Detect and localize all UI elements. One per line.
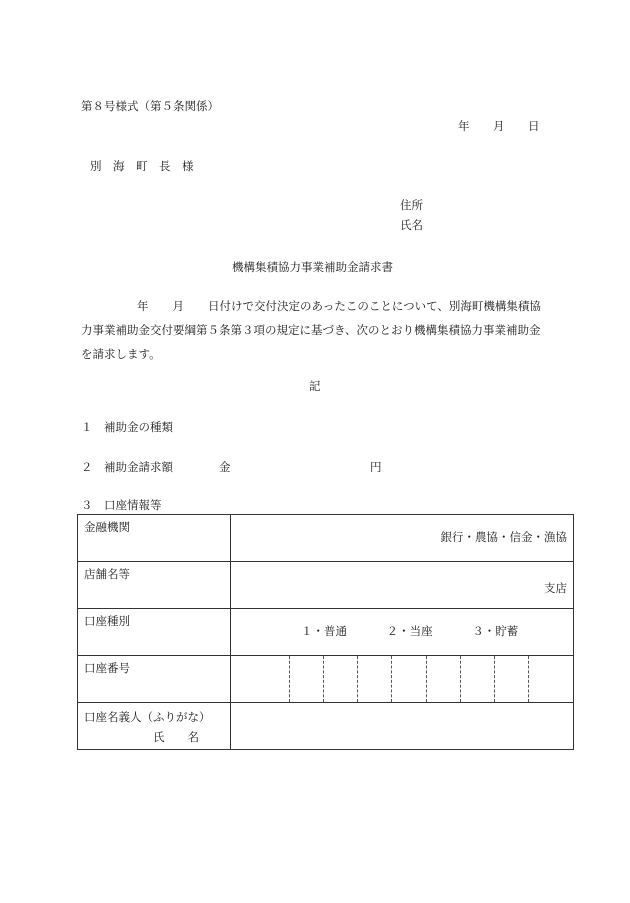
address-label: 住所 <box>400 198 423 212</box>
date-year-label: 年 <box>458 119 470 133</box>
account-number-label: 口座番号 <box>78 656 231 703</box>
ki-heading: 記 <box>309 379 321 393</box>
account-table <box>77 514 574 750</box>
document-title: 機構集積協力事業補助金請求書 <box>232 260 393 274</box>
bank-label: 金融機関 <box>78 515 231 562</box>
account-type-option[interactable]: ２・当座 <box>386 624 433 638</box>
account-type-field[interactable] <box>231 609 574 656</box>
item-2-yen: 円 <box>370 460 382 474</box>
digit-box[interactable] <box>426 656 460 702</box>
table-row <box>78 562 574 609</box>
holder-label <box>78 703 231 750</box>
addressee: 別 海 町 長 様 <box>90 159 194 173</box>
body-line-1 <box>81 294 579 318</box>
table-row <box>78 703 574 750</box>
table-row <box>78 656 574 703</box>
account-type-option[interactable]: ３・貯蓄 <box>472 624 519 638</box>
body-line-2: 力事業補助金交付要綱第５条第３項の規定に基づき、次のとおり機構集積協力事業補助金 <box>81 323 541 337</box>
date-day-label: 日 <box>528 119 540 133</box>
item-2-kin: 金 <box>219 460 231 474</box>
digit-box[interactable] <box>357 656 391 702</box>
branch-field[interactable] <box>231 562 574 609</box>
body-line1-rest: 日付けで交付決定のあったこのことについて、別海町機構集積協 <box>208 299 541 313</box>
digit-box[interactable] <box>391 656 425 702</box>
digit-box[interactable] <box>289 656 323 702</box>
item-1: １ 補助金の種類 <box>81 420 173 434</box>
table-row <box>78 609 574 656</box>
body-year: 年 <box>137 299 149 313</box>
bank-type-options: 銀行・農協・信金・漁協 <box>440 530 567 544</box>
bank-field[interactable] <box>231 515 574 562</box>
digit-box[interactable] <box>460 656 494 702</box>
account-type-option[interactable]: １・普通 <box>301 624 347 638</box>
table-row <box>78 515 574 562</box>
holder-name-label: 氏 名 <box>153 730 199 744</box>
account-type-label: 口座種別 <box>78 609 231 656</box>
account-type-options <box>301 623 521 639</box>
digit-box[interactable] <box>494 656 529 702</box>
body-line-3: を請求します。 <box>81 347 161 361</box>
date-month-label: 月 <box>493 119 505 133</box>
branch-suffix: 支店 <box>544 581 567 595</box>
account-number-field[interactable] <box>231 656 574 703</box>
body-paragraph <box>81 294 579 366</box>
body-month: 月 <box>172 299 184 313</box>
branch-label: 店舗名等 <box>78 562 231 609</box>
name-label: 氏名 <box>400 218 423 232</box>
holder-kana-label: 口座名義人（ふりがな） <box>84 710 211 724</box>
holder-field[interactable] <box>231 703 574 750</box>
digit-box[interactable] <box>323 656 357 702</box>
account-number-digit-boxes <box>289 656 529 702</box>
item-3: ３ 口座情報等 <box>81 498 162 512</box>
item-2-label: ２ 補助金請求額 <box>81 460 173 474</box>
form-number: 第８号様式（第５条関係） <box>81 99 219 113</box>
